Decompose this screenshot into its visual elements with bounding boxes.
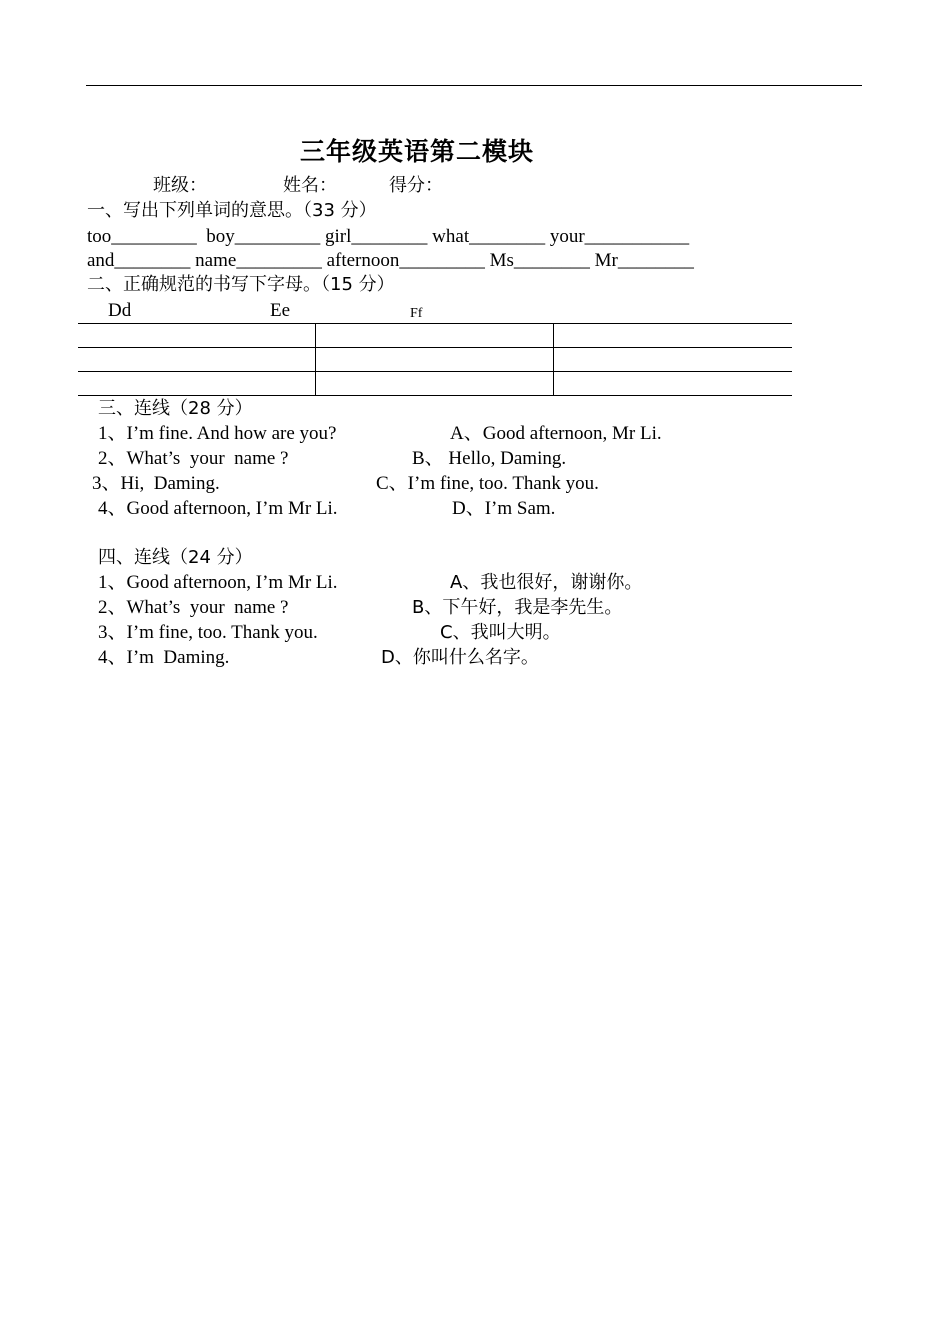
s3-left-item-2: 2、What’s your name ? <box>98 448 289 469</box>
grid-line-2 <box>78 347 792 348</box>
s4-right-item-a: A、我也很好，谢谢你。 <box>450 572 643 593</box>
s4-right-item-b: B、下午好，我是李先生。 <box>412 597 623 618</box>
score-label: 得分： <box>389 175 443 196</box>
page-title: 三年级英语第二模块 <box>299 137 534 166</box>
s4-left-item-4: 4、I’m Daming. <box>98 647 230 668</box>
s3-left-item-3: 3、Hi, Daming. <box>92 473 220 494</box>
vocab-row-1: too_________ boy_________ girl________ what________ your___________ <box>87 226 690 247</box>
s4-left-item-3: 3、I’m fine, too. Thank you. <box>98 622 318 643</box>
s4-left-item-2: 2、What’s your name ? <box>98 597 289 618</box>
name-label: 姓名： <box>283 175 337 196</box>
letter-dd: Dd <box>108 300 132 321</box>
section4-heading: 四、连线（24 分） <box>98 547 253 568</box>
s3-left-item-1: 1、I’m fine. And how are you? <box>98 423 337 444</box>
vocab-row-2: and________ name_________ afternoon_________ Ms________ Mr________ <box>87 250 694 271</box>
s3-left-item-4: 4、Good afternoon, I’m Mr Li. <box>98 498 338 519</box>
s3-right-item-b: B、 Hello, Daming. <box>412 448 567 469</box>
section1-heading: 一、写出下列单词的意思。（33 分） <box>87 200 377 221</box>
s4-right-item-c: C、我叫大明。 <box>440 622 561 643</box>
grid-divider-2 <box>553 323 554 395</box>
s4-left-item-1: 1、Good afternoon, I’m Mr Li. <box>98 572 338 593</box>
grid-line-3 <box>78 371 792 372</box>
s4-right-item-d: D、你叫什么名字。 <box>381 647 539 668</box>
section3-heading: 三、连线（28 分） <box>98 398 253 419</box>
letter-ee: Ee <box>270 300 291 321</box>
s3-right-item-a: A、Good afternoon, Mr Li. <box>450 423 662 444</box>
grid-divider-1 <box>315 323 316 395</box>
class-label: 班级： <box>153 175 207 196</box>
s3-right-item-d: D、I’m Sam. <box>452 498 556 519</box>
header-rule <box>86 85 862 86</box>
grid-line-4 <box>78 395 792 396</box>
letter-ff: Ff <box>410 306 423 321</box>
grid-line-1 <box>78 323 792 324</box>
section2-heading: 二、正确规范的书写下字母。（15 分） <box>87 274 395 295</box>
s3-right-item-c: C、I’m fine, too. Thank you. <box>376 473 599 494</box>
